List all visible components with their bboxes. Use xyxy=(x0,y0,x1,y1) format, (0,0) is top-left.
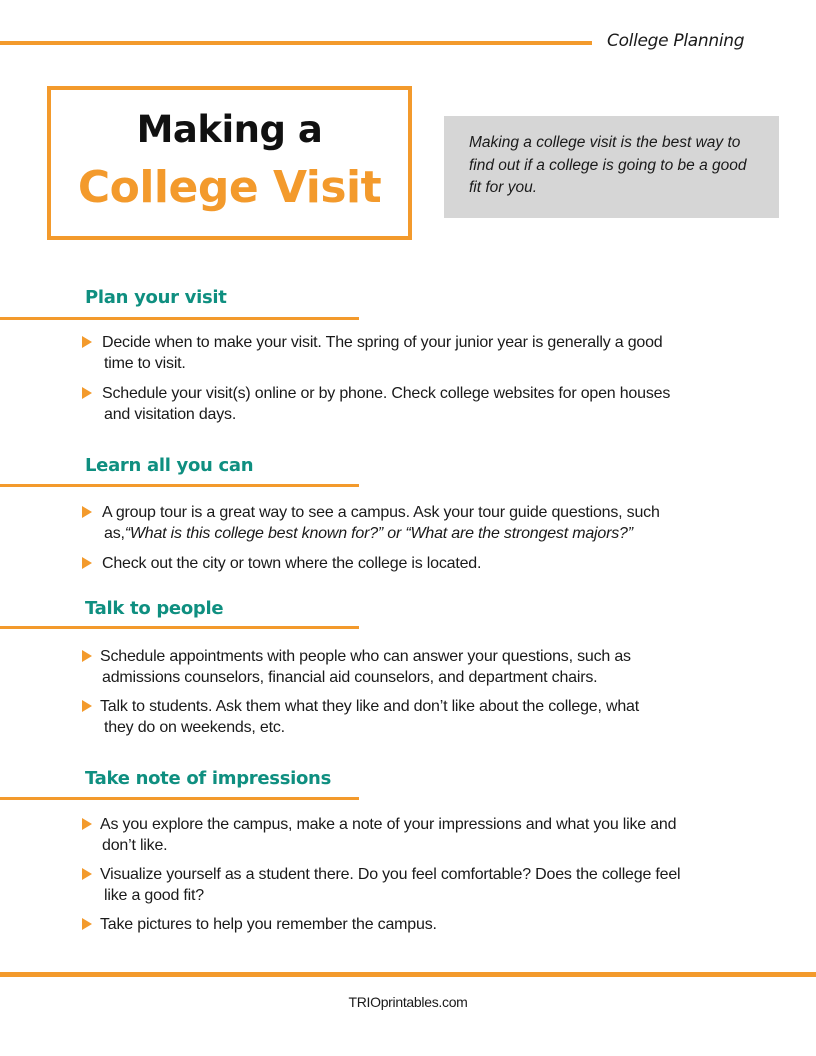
list-item-text-cont: as, xyxy=(104,525,125,542)
list-item-text: Talk to students. Ask them what they like and don’t like about the college, what xyxy=(100,698,639,715)
list-item-text-cont: and visitation days. xyxy=(104,406,237,423)
section-rule xyxy=(0,484,359,487)
triangle-bullet-icon xyxy=(82,387,92,399)
list-item xyxy=(82,914,742,935)
triangle-bullet-icon xyxy=(82,557,92,569)
list-item-text: Take pictures to help you remember the campus. xyxy=(100,916,437,933)
section-rule xyxy=(0,797,359,800)
list-item-text-cont: don’t like. xyxy=(102,837,168,854)
title-box xyxy=(47,86,412,240)
footer-rule xyxy=(0,972,816,977)
list-item xyxy=(82,814,742,856)
title-line-2: College Visit xyxy=(77,162,382,213)
section-title: Learn all you can xyxy=(85,455,254,476)
example-questions: “What is this college best known for?” or “What are the strongest majors?” xyxy=(124,525,633,542)
list-item-text: As you explore the campus, make a note of your impressions and what you like and xyxy=(100,816,677,833)
list-item-text: Visualize yourself as a student there. Do you feel comfortable? Does the college feel xyxy=(100,866,681,883)
list-item-text-cont: time to visit. xyxy=(104,355,186,372)
list-item-text: Schedule your visit(s) online or by phone. Check college websites for open houses xyxy=(102,385,671,402)
list-item-text: Schedule appointments with people who can answer your questions, such as xyxy=(100,648,631,665)
list-item-text: Decide when to make your visit. The spring of your junior year is generally a good xyxy=(102,334,663,351)
list-item xyxy=(82,553,742,574)
footer-site-link[interactable]: TRIOprintables.com xyxy=(348,994,468,1010)
intro-callout xyxy=(444,116,779,218)
list-item-text: A group tour is a great way to see a campus. Ask your tour guide questions, such xyxy=(102,504,660,521)
section-rule xyxy=(0,626,359,629)
category-label: College Planning xyxy=(607,31,745,51)
title-line-1: Making a xyxy=(136,108,323,151)
section-title: Talk to people xyxy=(85,598,224,619)
list-item xyxy=(82,646,742,688)
triangle-bullet-icon xyxy=(82,818,92,830)
section-title: Take note of impressions xyxy=(85,768,331,789)
triangle-bullet-icon xyxy=(82,650,92,662)
list-item xyxy=(82,383,742,425)
triangle-bullet-icon xyxy=(82,868,92,880)
list-item-text: Check out the city or town where the college is located. xyxy=(102,555,482,572)
list-item xyxy=(82,864,742,906)
triangle-bullet-icon xyxy=(82,506,92,518)
list-item-text-cont: they do on weekends, etc. xyxy=(104,719,285,736)
section-rule xyxy=(0,317,359,320)
triangle-bullet-icon xyxy=(82,700,92,712)
header-rule xyxy=(0,41,592,45)
section-title: Plan your visit xyxy=(85,287,227,308)
list-item-text-cont: admissions counselors, financial aid counselors, and department chairs. xyxy=(102,669,598,686)
list-item-text-cont: like a good fit? xyxy=(104,887,204,904)
list-item xyxy=(82,332,742,374)
list-item xyxy=(82,696,742,738)
list-item xyxy=(82,502,742,544)
triangle-bullet-icon xyxy=(82,336,92,348)
intro-text: Making a college visit is the best way to find out if a college is going to be a good fit for you. xyxy=(469,134,747,196)
triangle-bullet-icon xyxy=(82,918,92,930)
